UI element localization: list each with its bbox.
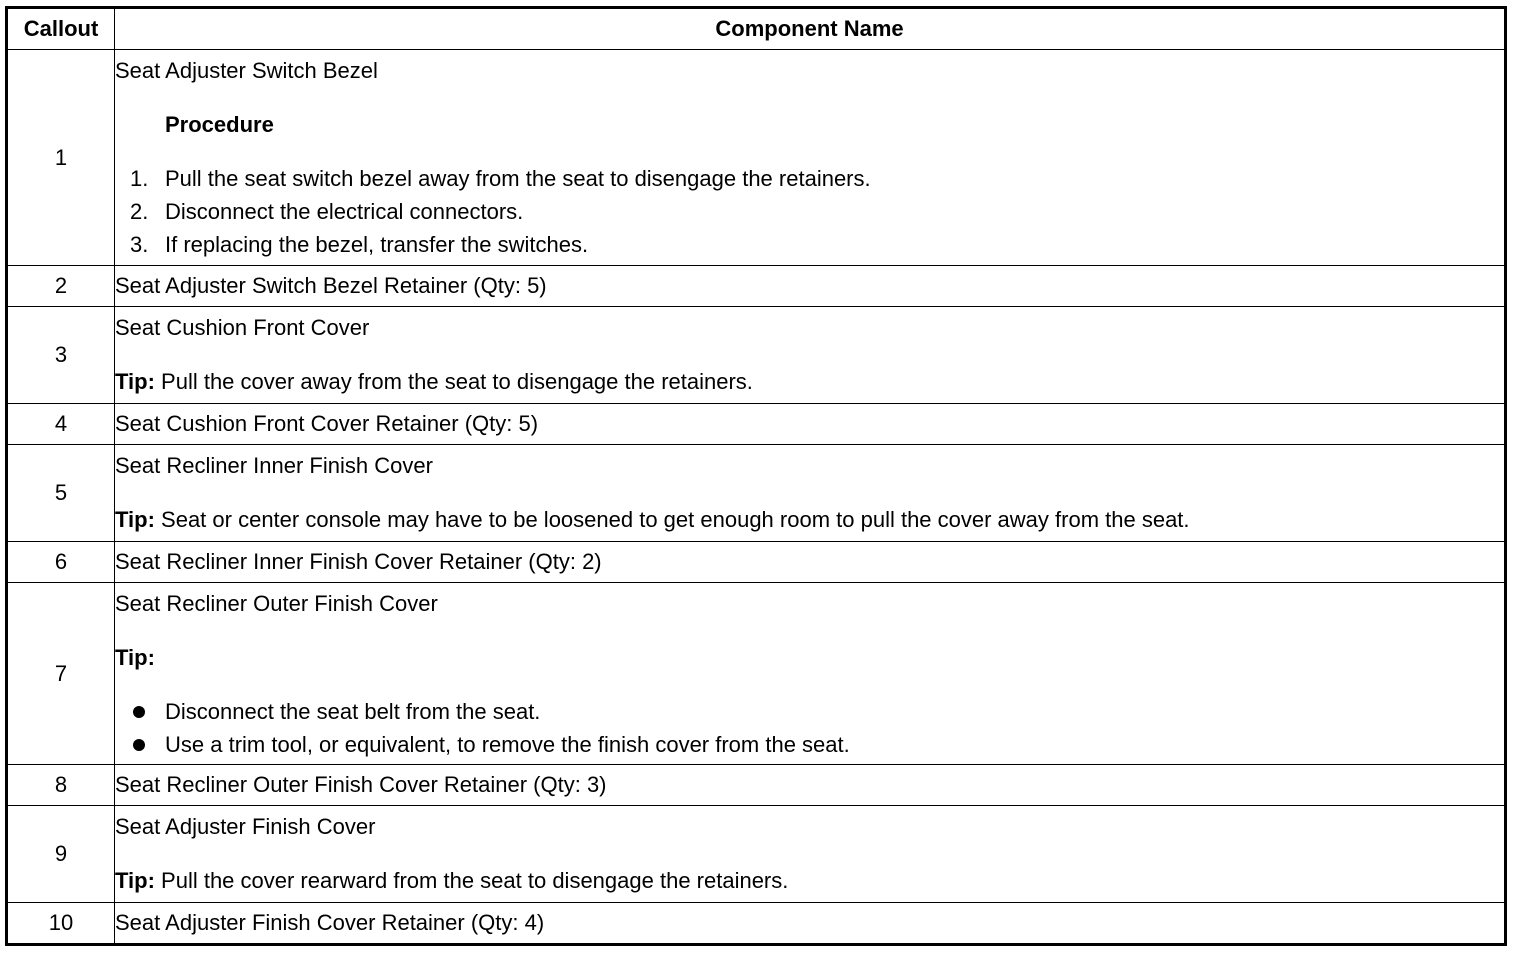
tip-label: Tip: [115,369,155,394]
step-text: Disconnect the electrical connectors. [165,199,524,224]
tip-label: Tip: [115,868,155,893]
bullet-icon [133,739,145,751]
step-text: Pull the seat switch bezel away from the seat to disengage the retainers. [165,166,871,191]
table-row [7,404,1506,445]
table-row [7,542,1506,583]
bullet-text: Disconnect the seat belt from the seat. [165,699,541,724]
table-row [7,583,1506,765]
step-number: 2. [130,199,149,224]
procedure-step [115,201,1504,223]
tip-text: Pull the cover rearward from the seat to disengage the retainers. [154,868,789,893]
table-row [7,266,1506,307]
callout-cell: 8 [7,765,115,806]
tip-bullets [115,701,1504,764]
procedure-step [115,168,1504,190]
procedure-steps [115,168,1504,265]
component-cell [115,583,1506,765]
component-name: Seat Adjuster Switch Bezel [115,58,378,83]
component-cell [115,445,1506,542]
tip-label: Tip: [115,645,155,670]
table-row [7,445,1506,542]
step-number: 1. [130,166,149,191]
table-row [7,903,1506,945]
callout-cell: 2 [7,266,115,307]
procedure-step [115,234,1504,256]
component-name: Seat Recliner Inner Finish Cover [115,453,433,478]
tip-text: Seat or center console may have to be loosened to get enough room to pull the cover away from the seat. [154,507,1190,532]
tip-label: Tip: [115,507,155,532]
table-header-row [7,8,1506,50]
step-text: If replacing the bezel, transfer the switches. [165,232,589,257]
component-name: Seat Recliner Outer Finish Cover [115,591,438,616]
callout-cell: 1 [7,50,115,266]
component-name: Seat Recliner Inner Finish Cover Retainer (Qty: 2) [115,542,1506,583]
callout-cell: 7 [7,583,115,765]
callout-column-header: Callout [7,8,115,50]
tip-note [115,509,1504,541]
table-row [7,50,1506,266]
component-name: Seat Cushion Front Cover [115,315,370,340]
component-name: Seat Cushion Front Cover Retainer (Qty: 5) [115,404,1506,445]
table-row [7,765,1506,806]
callout-cell: 3 [7,307,115,404]
component-cell [115,50,1506,266]
step-number: 3. [130,232,149,257]
tip-text: Pull the cover away from the seat to disengage the retainers. [154,369,753,394]
bullet-icon [133,706,145,718]
tip-bullet [115,701,1504,723]
bullet-text: Use a trim tool, or equivalent, to remove the finish cover from the seat. [165,732,850,757]
tip-bullet [115,734,1504,756]
callout-cell: 5 [7,445,115,542]
component-name: Seat Adjuster Finish Cover [115,814,376,839]
component-name: Seat Adjuster Switch Bezel Retainer (Qty: 5) [115,266,1506,307]
callout-cell: 9 [7,806,115,903]
component-name-column-header: Component Name [115,8,1506,50]
procedure-heading: Procedure [165,112,274,137]
component-name: Seat Adjuster Finish Cover Retainer (Qty: 4) [115,903,1506,945]
component-cell [115,806,1506,903]
component-name: Seat Recliner Outer Finish Cover Retainer (Qty: 3) [115,765,1506,806]
table-row [7,806,1506,903]
table-row [7,307,1506,404]
callout-cell: 4 [7,404,115,445]
tip-note [115,371,1504,403]
component-cell [115,307,1506,404]
callout-cell: 6 [7,542,115,583]
component-table [5,6,1507,946]
callout-cell: 10 [7,903,115,945]
tip-note [115,870,1504,902]
